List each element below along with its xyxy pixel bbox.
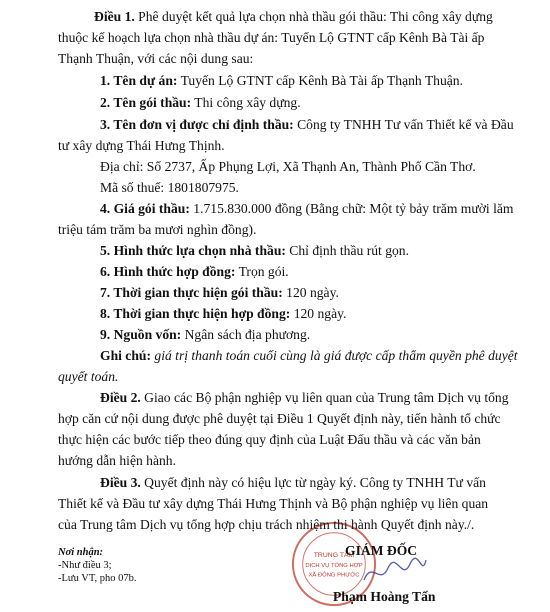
item-3-value: Công ty TNHH Tư vấn Thiết kế và Đầu: [293, 117, 514, 132]
stamp-text-3: XÃ ĐÔNG PHƯỚC: [308, 572, 360, 579]
note-value-cont: quyết toán.: [58, 369, 119, 384]
item-2-label: 2. Tên gói thầu:: [100, 95, 192, 110]
dieu3-text2: Thiết kế và Đầu tư xây dựng Thái Hưng Thịnh và Bộ phận nghiệp vụ liên quan: [58, 496, 489, 511]
dieu2-text1: Giao các Bộ phận nghiệp vụ liên quan của Trung tâm Dịch vụ tổng: [140, 390, 509, 405]
dieu2-line4: hướng dẫn hiện hành.: [58, 453, 176, 468]
signer-position-text: GIÁM ĐỐC: [345, 543, 418, 558]
noi-nhan-item-2-text: -Lưu VT, pho 07b.: [58, 573, 137, 584]
item-8-label: 8. Thời gian thực hiện hợp đồng:: [100, 306, 291, 321]
item-5-label: 5. Hình thức lựa chọn nhà thầu:: [100, 243, 286, 258]
item-4-value: 1.715.830.000 đồng (Bằng chữ: Một tỷ bảy trăm mười lăm: [189, 201, 514, 216]
item-6-label: 6. Hình thức hợp đồng:: [100, 264, 236, 279]
item-1-value: Tuyến Lộ GTNT cấp Kênh Bà Tài ấp Thạnh Thuận.: [177, 73, 463, 88]
item-9-value: Ngân sách địa phương.: [181, 327, 311, 342]
item-2-value: Thi công xây dựng.: [191, 95, 301, 110]
item-7-value: 120 ngày.: [282, 285, 339, 300]
dieu2-lead: Điều 2.: [100, 390, 141, 405]
stamp-text-1: TRUNG TÂM: [313, 552, 355, 560]
item-4-value-cont: triệu tám trăm ba mươi nghìn đồng).: [58, 222, 257, 237]
dieu1-line3: Thạnh Thuận, với các nội dung sau:: [58, 51, 254, 66]
item-6-value: Trọn gói.: [235, 264, 289, 279]
item-9-label: 9. Nguồn vốn:: [100, 327, 182, 342]
dieu1-line2: thuộc kế hoạch lựa chọn nhà thầu dự án: Tuyến Lộ GTNT cấp Kênh Bà Tài ấp: [58, 30, 485, 45]
dieu3-text3: của Trung tâm Dịch vụ tổng hợp chịu trách nhiệm thi hành Quyết định này./.: [58, 517, 475, 532]
dieu3-text1: Quyết định này có hiệu lực từ ngày ký. Công ty TNHH Tư vấn: [140, 475, 486, 490]
item-3-label: 3. Tên đơn vị được chỉ định thầu:: [100, 117, 294, 132]
item-8-value: 120 ngày.: [290, 306, 347, 321]
dieu1-lead: Điều 1.: [94, 9, 135, 24]
stamp-text-2: DỊCH VỤ TỔNG HỢP: [305, 562, 363, 569]
noi-nhan-text: Nơi nhận:: [58, 547, 104, 558]
note-value: giá trị thanh toán cuối cùng là giá được cấp thẩm quyền phê duyệt: [151, 348, 518, 363]
address-line: Địa chỉ: Số 2737, Ấp Phụng Lợi, Xã Thạnh An, Thành Phố Cần Thơ.: [100, 159, 476, 174]
note-label: Ghi chú:: [100, 348, 151, 363]
dieu2-line2: hợp căn cứ nội dung được phê duyệt tại Điều 1 Quyết định này, tiến hành tổ chức: [58, 411, 501, 426]
item-5-value: Chỉ định thầu rút gọn.: [285, 243, 410, 258]
item-4-label: 4. Giá gói thầu:: [100, 201, 190, 216]
item-3-value-cont: tư xây dựng Thái Hưng Thịnh.: [58, 138, 225, 153]
dieu1-text1: Phê duyệt kết quả lựa chọn nhà thầu gói thầu: Thi công xây dựng: [134, 9, 493, 24]
dieu2-line3: thực hiện các bước tiếp theo đúng quy định của Luật Đấu thầu và các văn bản: [58, 432, 481, 447]
item-7-label: 7. Thời gian thực hiện gói thầu:: [100, 285, 283, 300]
item-1-label: 1. Tên dự án:: [100, 73, 178, 88]
tax-line: Mã số thuế: 1801807975.: [100, 180, 239, 195]
dieu3-lead: Điều 3.: [100, 475, 141, 490]
signer-name-text: Phạm Hoàng Tấn: [333, 589, 436, 604]
noi-nhan-item-1-text: -Như điều 3;: [58, 560, 112, 571]
